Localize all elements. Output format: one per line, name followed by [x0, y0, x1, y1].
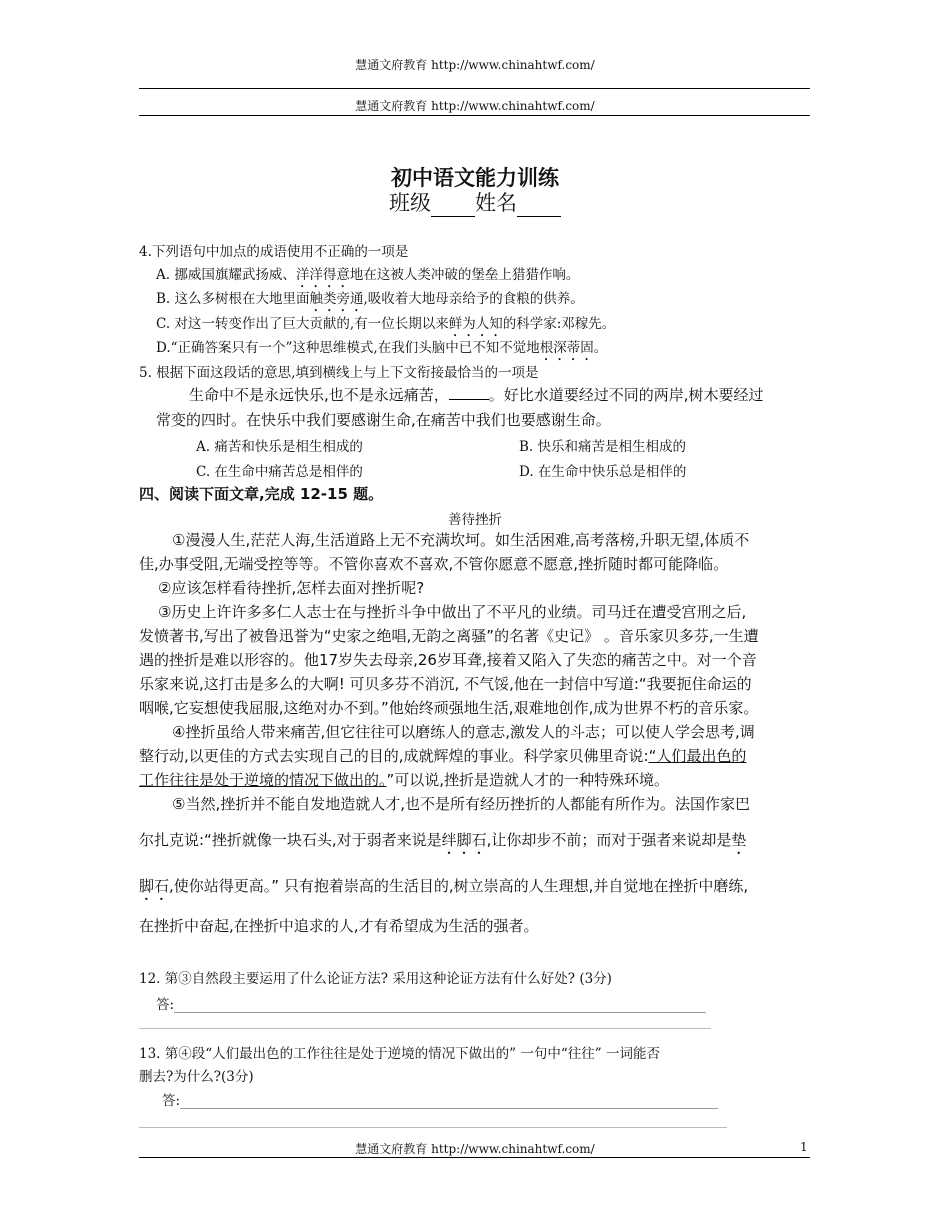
name-blank [517, 196, 561, 217]
q12-answer[interactable] [156, 993, 706, 1013]
header-rule-bottom [139, 115, 810, 116]
page-title: 初中语文能力训练 [391, 165, 559, 190]
article-p5-dotted-stumbling: 绊脚石 [441, 831, 487, 849]
article-p4-quote-start: “人们最出色的 [648, 747, 747, 765]
q4-b-pre: B. 这么多树根在大地里面 [156, 291, 310, 307]
article-p2: ②应该怎样看待挫折,怎样去面对挫折呢? [158, 579, 425, 597]
article-p5-line2-pre: 尔扎克说:“挫折就像一块石头,对于弱者来说是 [139, 831, 442, 849]
article-p3-line1: ③历史上许许多多仁人志士在与挫折斗争中做出了不平凡的业绩。司马迁在遭受宫刑之后, [158, 603, 747, 621]
q13-extra-line [139, 1127, 727, 1128]
q13-answer[interactable] [162, 1089, 718, 1109]
class-blank [431, 196, 475, 217]
q4-a-post: 地在这被人类冲破的堡垒上猎猎作响。 [349, 267, 580, 283]
article-p5-line2 [139, 828, 810, 858]
article-p4-line2-pre: 整行动,以更佳的方式去实现自己的目的,成就辉煌的事业。科学家贝佛里奇说: [139, 747, 649, 765]
q5-blank [449, 385, 489, 400]
header-site-text: 慧通文府教育 http://www.chinahtwf.com/ [355, 58, 595, 72]
page-number: 1 [800, 1140, 808, 1154]
header-site-text-second: 慧通文府教育 http://www.chinahtwf.com/ [355, 99, 595, 113]
article-p3-line4: 乐家来说,这打击是多么的大啊! 可贝多芬不消沉, 不气馁,他在一封信中写道:“我要扼住命运的 [139, 675, 752, 693]
article-p3-line3: 遇的挫折是难以形容的。他17岁失去母亲,26岁耳聋,接着又陷入了失恋的痛苦之中。对一个音 [139, 651, 757, 669]
article-p3-line5: 咽喉,它妄想使我屈服,这绝对办不到。”他始终顽强地生活,艰难地创作,成为世界不朽的音乐家。 [139, 699, 759, 717]
article-p3-line2: 发愤著书,写出了被鲁迅誉为“史家之绝唱,无韵之离骚”的名著《史记》 。音乐家贝多芬,一生遭 [139, 627, 759, 645]
q4-d-dotted: 根深蒂固 [539, 340, 594, 356]
q4-c-post: 的科学家:邓稼先。 [502, 316, 616, 332]
q5-stem: 5. 根据下面这段话的意思,填到横线上与上下文衔接最恰当的一项是 [139, 365, 539, 381]
name-label: 姓名 [475, 191, 517, 215]
article-p5-line3 [139, 874, 810, 904]
q5-passage-line2: 常变的四时。在快乐中我们要感谢生命,在痛苦中我们也要感谢生命。 [156, 411, 611, 429]
q12-stem: 12. 第③自然段主要运用了什么论证方法? 采用这种论证方法有什么好处? (3分) [139, 971, 612, 987]
article-p4-line2 [139, 744, 810, 768]
article-p5-line2-mid: ,让你却步不前；而对于强者来说却是 [486, 831, 732, 849]
article-p1-line2: 佳,办事受阻,无端受控等等。不管你喜欢不喜欢,不管你愿意不愿意,挫折随时都可能降临。 [139, 555, 729, 573]
q4-a-pre: A. 挪威国旗耀武扬威、 [156, 267, 296, 283]
q5-passage-line1 [189, 383, 814, 407]
q4-b-dotted: 触类旁通 [309, 291, 364, 307]
q5-passage-pre: 生命中不是永远快乐,也不是永远痛苦， [189, 386, 449, 404]
q4-c-dotted: 鲜为人知 [448, 316, 503, 332]
article-title: 善待挫折 [448, 512, 502, 528]
article-p5-line1: ⑤当然,挫折并不能自发地造就人才,也不是所有经历挫折的人都能有所作为。法国作家巴 [172, 795, 750, 813]
q12-answer-line[interactable] [174, 996, 706, 1013]
article-p5-dotted-step-start: 垫 [731, 831, 747, 849]
article-p4-quote-end: 工作往往是处于逆境的情况下做出的。 [139, 771, 387, 789]
q4-d-pre: D.“正确答案只有一个”这种思维模式,在我们头脑中已不知不觉地 [156, 340, 540, 356]
q5-option-d: D. 在生命中快乐总是相伴的 [519, 464, 687, 480]
article-p1-line1: ①漫漫人生,茫茫人海,生活道路上无不充满坎坷。如生活困难,高考落榜,升职无望,体质不 [172, 531, 750, 549]
article-p4-line3 [139, 768, 810, 792]
q4-option-d [156, 336, 827, 364]
q5-passage-post: 。好比水道要经过不同的两岸,树木要经过 [488, 386, 764, 404]
article-p5-line4: 在挫折中奋起,在挫折中追求的人,才有希望成为生活的强者。 [139, 917, 539, 935]
q12-answer-label: 答: [156, 997, 175, 1013]
q5-option-c: C. 在生命中痛苦总是相伴的 [196, 464, 363, 480]
footer-rule [139, 1157, 810, 1158]
q4-c-pre: C. 对这一转变作出了巨大贡献的,有一位长期以来 [156, 316, 449, 332]
header-rule-top [139, 88, 810, 89]
footer-site-text: 慧通文府教育 http://www.chinahtwf.com/ [355, 1142, 595, 1156]
q12-extra-line [139, 1028, 711, 1029]
q13-answer-label: 答: [162, 1093, 181, 1109]
q4-d-post: 。 [593, 340, 608, 356]
class-label: 班级 [389, 191, 431, 215]
article-p4-line1: ④挫折虽给人带来痛苦,但它往往可以磨练人的意志,激发人的斗志；可以使人学会思考,调 [172, 723, 755, 741]
article-p5-dotted-step-end: 脚石 [139, 877, 170, 895]
q13-answer-line[interactable] [180, 1092, 718, 1109]
article-p4-line3-post: ”可以说,挫折是造就人才的一种特殊环境。 [386, 771, 670, 789]
q4-option-b [156, 287, 827, 315]
q13-stem-line1: 13. 第④段“人们最出色的工作往往是处于逆境的情况下做出的” 一句中“往往” 一词能否 [139, 1046, 660, 1062]
q13-stem-line2: 删去?为什么?(3分) [139, 1069, 254, 1085]
page-subtitle [0, 187, 950, 217]
q5-option-a: A. 痛苦和快乐是相生相成的 [196, 439, 363, 455]
q5-option-b: B. 快乐和痛苦是相生相成的 [519, 439, 687, 455]
section-4-heading: 四、阅读下面文章,完成 12-15 题。 [139, 485, 384, 503]
q4-a-dotted: 洋洋得意 [295, 267, 350, 283]
q4-stem: 4.下列语句中加点的成语使用不正确的一项是 [139, 244, 409, 260]
article-p5-line3-post: ,使你站得更高。” 只有抱着崇高的生活目的,树立崇高的人生理想,并自觉地在挫折中磨练, [169, 877, 749, 895]
q4-b-post: ,吸收着大地母亲给予的食粮的供养。 [363, 291, 584, 307]
